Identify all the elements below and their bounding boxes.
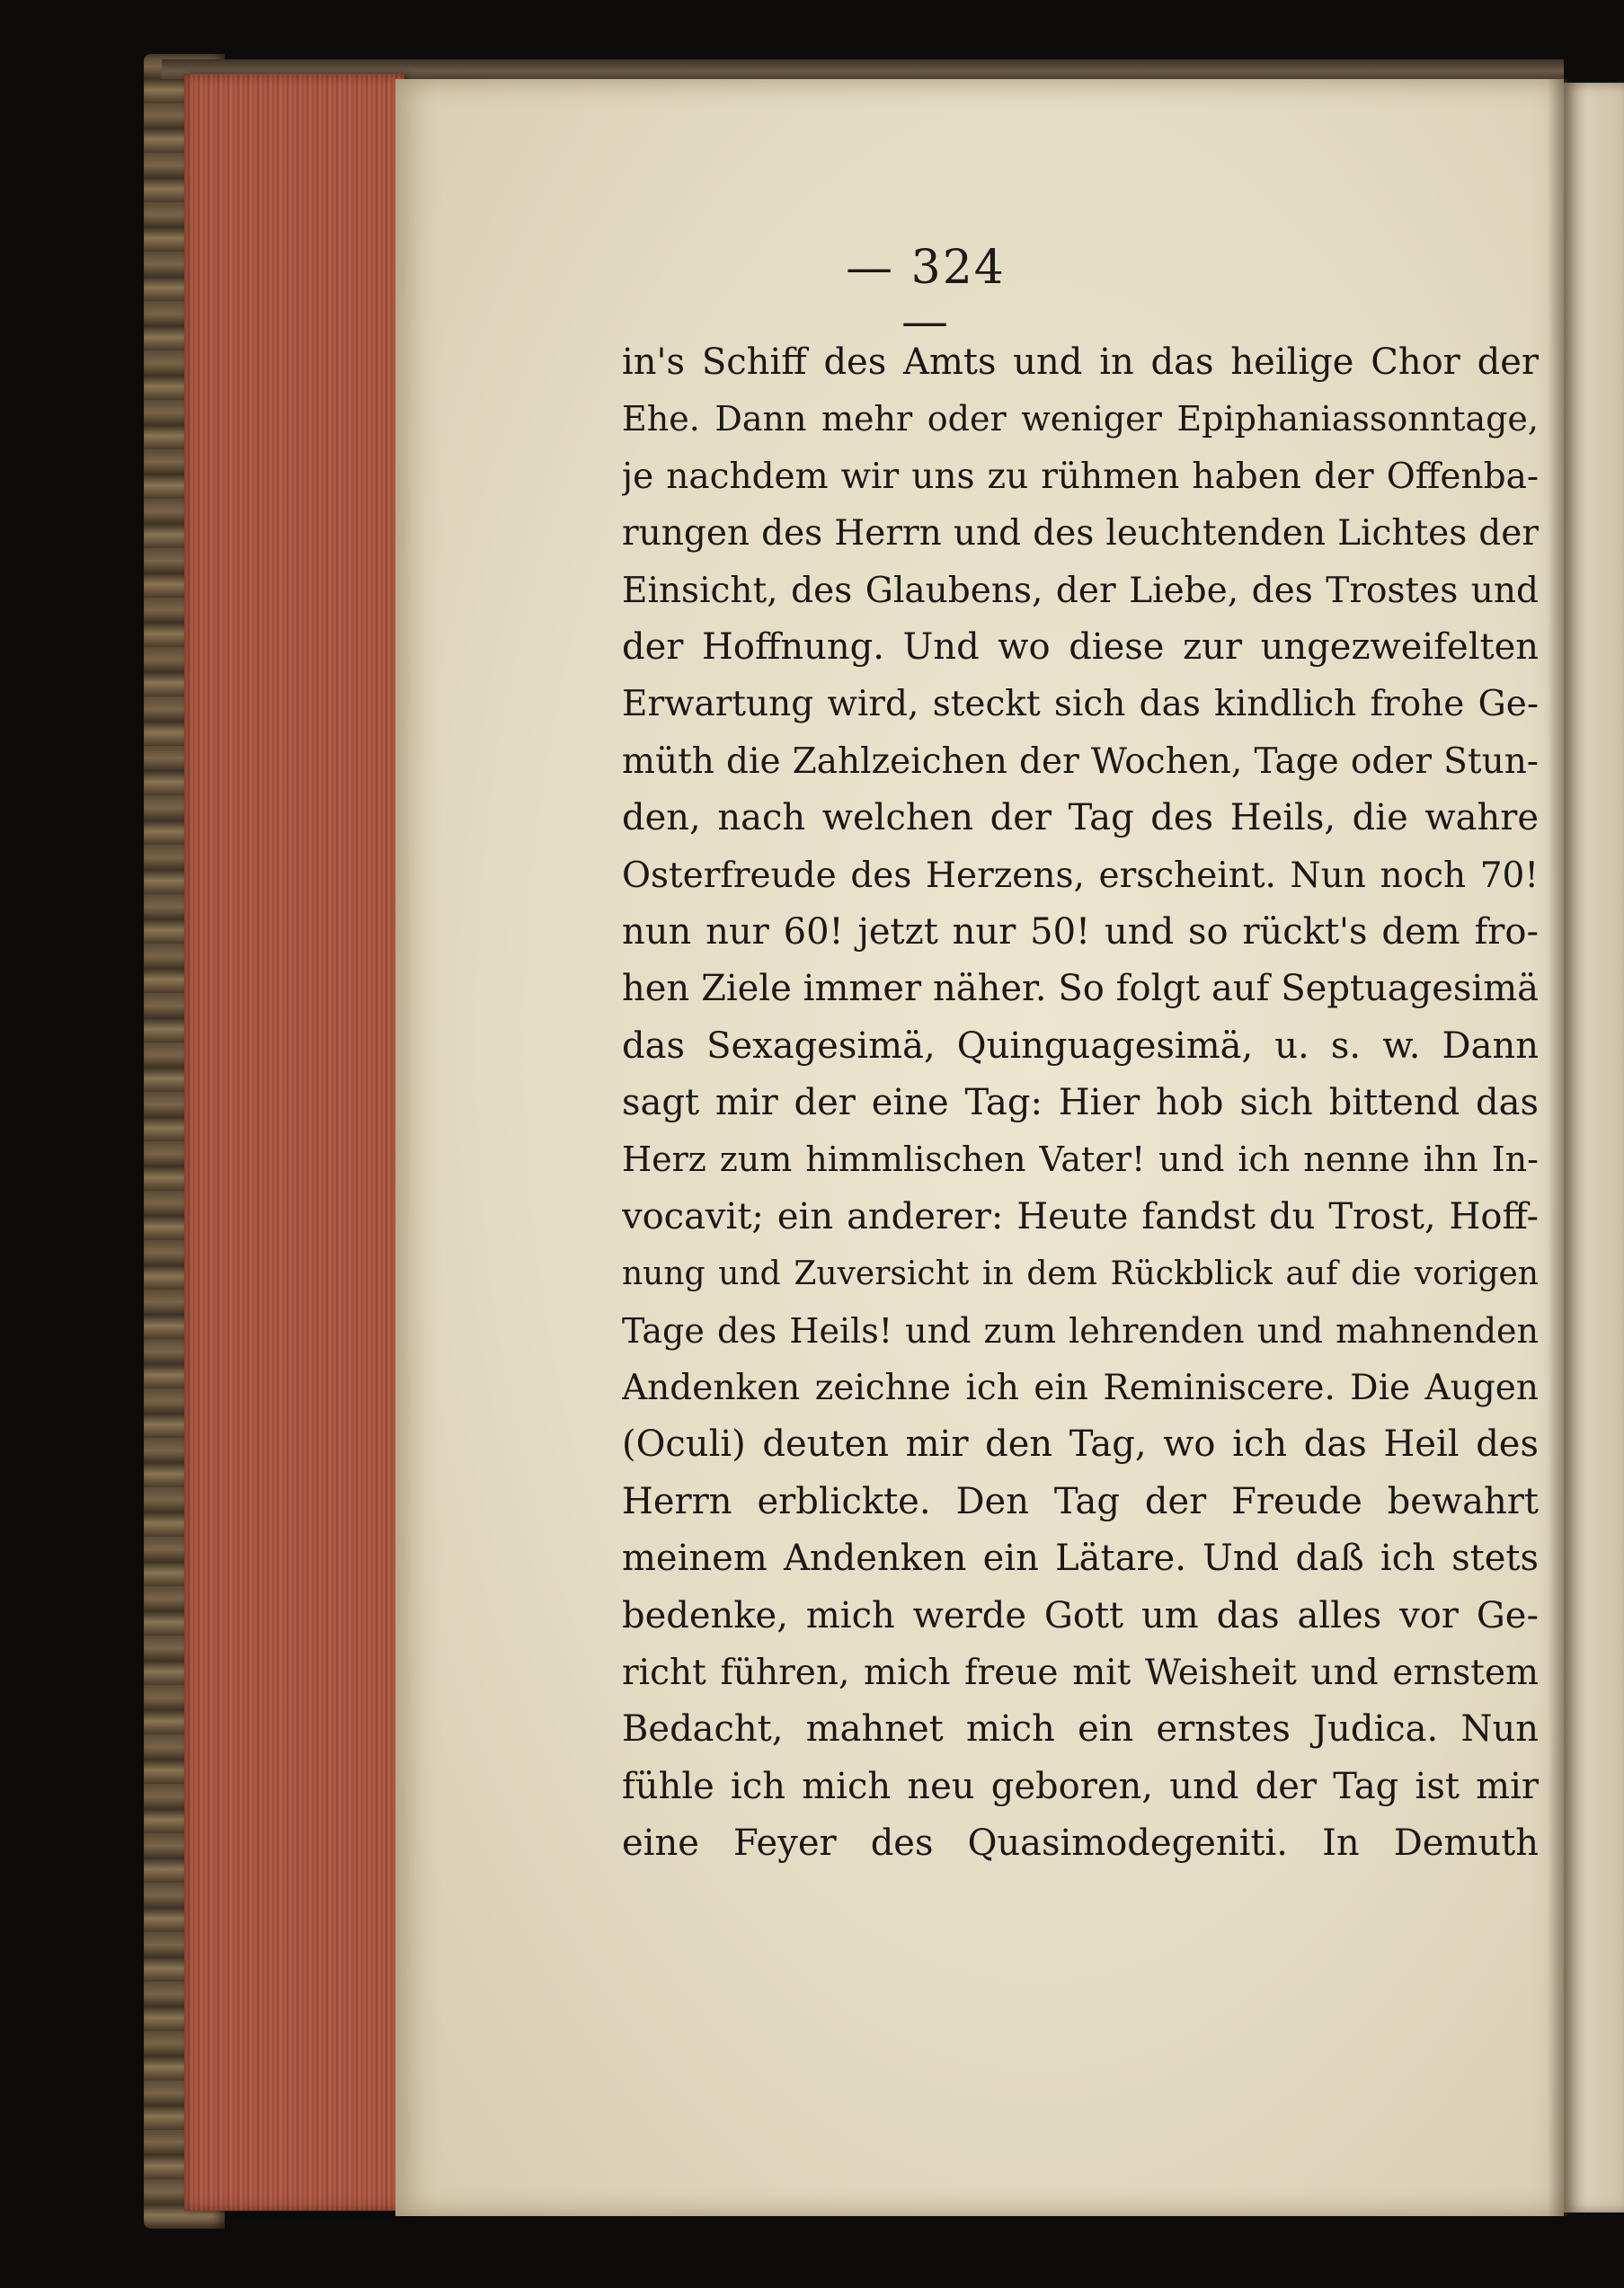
text-line: (Oculi) deuten mir den Tag, wo ich das Heil des (622, 1423, 1539, 1466)
text-line: nun nur 60! jetzt nur 50! und so rückt's dem fro- (622, 910, 1539, 953)
text-line: rungen des Herrn und des leuchtenden Lichtes der (622, 513, 1539, 554)
text-line: meinem Andenken ein Lätare. Und daß ich stets (622, 1538, 1539, 1580)
text-line: nung und Zuversicht in dem Rückblick auf die vorigen (622, 1255, 1539, 1293)
text-line: den, nach welchen der Tag des Heils, die wahre (622, 797, 1539, 839)
text-line: Herrn erblickte. Den Tag der Freude bewahrt (622, 1480, 1539, 1522)
page-edges (184, 74, 404, 2211)
text-line: in's Schiff des Amts und in das heilige Chor der (622, 341, 1539, 383)
facing-page-edge (1564, 83, 1624, 2213)
text-line: Tage des Heils! und zum lehrenden und mahnenden (622, 1310, 1539, 1351)
text-line: das Sexagesimä, Quinguagesimä, u. s. w. Dann (622, 1024, 1539, 1067)
text-line: richt führen, mich freue mit Weisheit und ernstem (622, 1652, 1539, 1693)
text-line: hen Ziele immer näher. So folgt auf Septuagesimä (622, 968, 1539, 1010)
text-line: Einsicht, des Glaubens, der Liebe, des Trostes und (622, 570, 1539, 611)
text-line: eine Feyer des Quasimodegeniti. In Demuth (622, 1822, 1539, 1865)
text-line: der Hoffnung. Und wo diese zur ungezweifelten (622, 625, 1539, 668)
text-line: sagt mir der eine Tag: Hier hob sich bittend das (622, 1082, 1539, 1124)
text-line: Andenken zeichne ich ein Reminiscere. Die Augen (622, 1368, 1539, 1409)
text-line: müth die Zahlzeichen der Wochen, Tage oder Stun- (622, 740, 1539, 782)
text-line: Erwartung wird, steckt sich das kindlich frohe Ge- (622, 684, 1539, 725)
text-line: Ehe. Dann mehr oder weniger Epiphaniassonntage, (622, 399, 1539, 439)
text-line: bedenke, mich werde Gott um das alles vor Ge- (622, 1594, 1539, 1636)
text-line: fühle ich mich neu geboren, und der Tag ist mir (622, 1765, 1539, 1807)
page-number: — 324 — (846, 241, 1006, 349)
body-text (622, 334, 1539, 1873)
text-line: vocavit; ein anderer: Heute fandst du Trost, Hoff- (622, 1195, 1539, 1237)
text-line: Herz zum himmlischen Vater! und ich nenne ihn In- (622, 1140, 1539, 1180)
text-line: Osterfreude des Herzens, erscheint. Nun noch 70! (622, 855, 1539, 896)
text-line: Bedacht, mahnet mich ein ernstes Judica. Nun (622, 1708, 1539, 1751)
text-line: je nachdem wir uns zu rühmen haben der Offenba- (622, 456, 1539, 497)
